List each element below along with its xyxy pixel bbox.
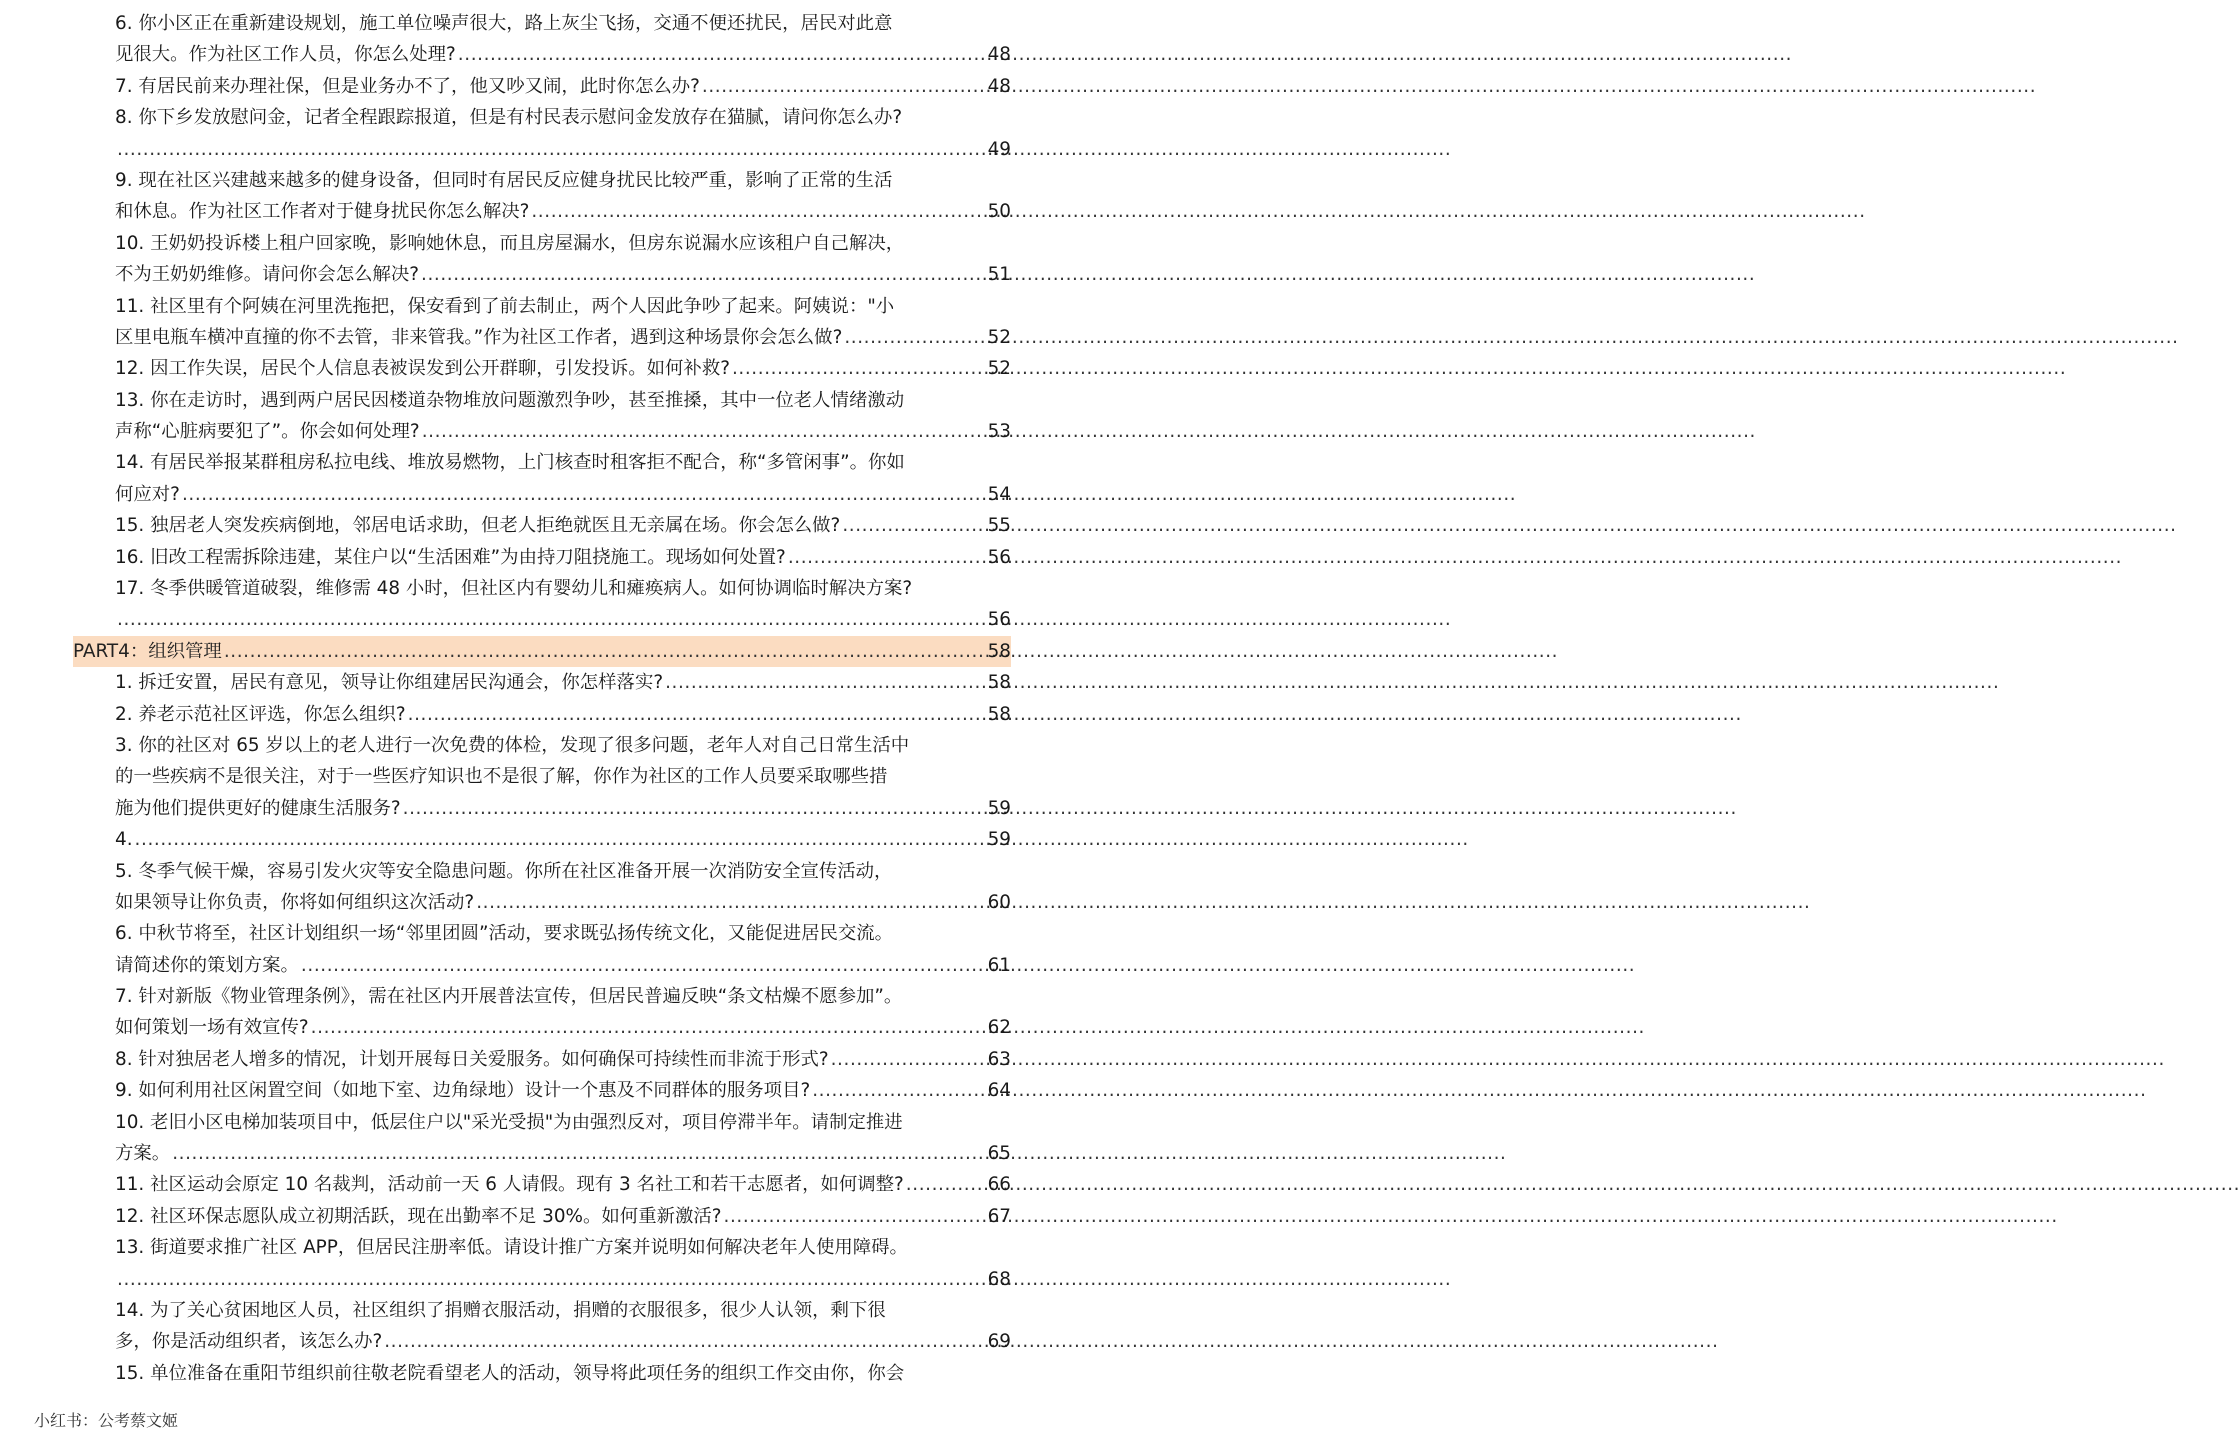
toc-entry-text: 11. 社区运动会原定 10 名裁判，活动前一天 6 人请假。现有 3 名社工和若干志愿者，如何调整? xyxy=(115,1174,904,1196)
dot-leader xyxy=(474,887,987,918)
toc-line xyxy=(115,1326,1011,1357)
toc-line xyxy=(115,39,1011,70)
toc-entry[interactable] xyxy=(115,824,1011,855)
toc-line xyxy=(115,71,1011,102)
toc-entry[interactable] xyxy=(115,8,1011,71)
toc-line: 7. 针对新版《物业管理条例》，需在社区内开展普法宣传，但居民普遍反映“条文枯燥不愿参加”。 xyxy=(115,986,903,1008)
toc-page-number: 66 xyxy=(987,1174,1011,1196)
toc-line xyxy=(115,196,1011,227)
toc-page-number: 65 xyxy=(987,1143,1011,1165)
toc-page-number: 67 xyxy=(987,1205,1011,1227)
toc-page-number: 48 xyxy=(987,75,1011,97)
dot-leader xyxy=(840,510,987,541)
dot-leader xyxy=(420,416,988,447)
toc-entry-text: 如何策划一场有效宣传? xyxy=(115,1017,309,1039)
toc-entry[interactable] xyxy=(115,510,1011,541)
toc-entry-text: PART4：组织管理 xyxy=(73,640,222,662)
toc-line xyxy=(115,134,1011,165)
toc-entry-text: 多，你是活动组织者，该怎么办? xyxy=(115,1331,383,1353)
toc-entry-text: 区里电瓶车横冲直撞的你不去管，非来管我。”作为社区工作者，遇到这种场景你会怎么做? xyxy=(115,326,843,348)
toc-line xyxy=(115,542,1011,573)
toc-page-number: 49 xyxy=(987,138,1011,160)
toc-line xyxy=(115,259,1011,290)
toc-line xyxy=(115,1201,1011,1232)
toc-line: 9. 现在社区兴建越来越多的健身设备，但同时有居民反应健身扰民比较严重，影响了正常的生活 xyxy=(115,169,893,191)
dot-leader xyxy=(529,196,987,227)
toc-line: 11. 社区里有个阿姨在河里洗拖把，保安看到了前去制止，两个人因此争吵了起来。阿姨说："小 xyxy=(115,295,895,317)
dot-leader xyxy=(722,1201,988,1232)
toc-line xyxy=(115,793,1011,824)
toc-line xyxy=(115,1169,1011,1200)
toc-line xyxy=(115,1138,1011,1169)
toc-entry[interactable] xyxy=(115,1358,1011,1389)
toc-page-number: 69 xyxy=(987,1331,1011,1353)
toc-page-number: 59 xyxy=(987,829,1011,851)
toc-page-number: 58 xyxy=(987,672,1011,694)
toc-page-number: 58 xyxy=(987,703,1011,725)
dot-leader xyxy=(115,1264,988,1295)
toc-entry-text: 如果领导让你负责，你将如何组织这次活动? xyxy=(115,891,475,913)
dot-leader xyxy=(180,479,988,510)
toc-page-number: 58 xyxy=(987,640,1011,662)
toc-line: 6. 中秋节将至，社区计划组织一场“邻里团圆”活动，要求既弘扬传统文化，又能促进居民交流。 xyxy=(115,923,894,945)
toc-line: 10. 老旧小区电梯加装项目中，低层住户以"采光受损"为由强烈反对，项目停滞半年。请制定推进 xyxy=(115,1111,903,1133)
toc-entry-text: 声称“心脏病要犯了”。你会如何处理? xyxy=(115,421,420,443)
toc-line xyxy=(115,604,1011,635)
toc-entry[interactable] xyxy=(115,102,1011,165)
dot-leader xyxy=(456,39,988,70)
dot-leader xyxy=(401,793,988,824)
toc-page-number: 52 xyxy=(987,326,1011,348)
toc-page-number: 55 xyxy=(987,515,1011,537)
dot-leader xyxy=(382,1326,987,1357)
toc-entry[interactable] xyxy=(115,856,1011,919)
toc-line xyxy=(115,667,1011,698)
toc-entry[interactable] xyxy=(115,71,1011,102)
toc-entry-text: 4. xyxy=(115,829,133,851)
toc-entry-text: 1. 拆迁安置，居民有意见，领导让你组建居民沟通会，你怎样落实? xyxy=(115,672,664,694)
toc-page-number: 64 xyxy=(987,1080,1011,1102)
toc-page-number: 52 xyxy=(987,358,1011,380)
toc-entry-text: 请简述你的策划方案。 xyxy=(115,954,299,976)
dot-leader xyxy=(115,134,988,165)
toc-page-number: 53 xyxy=(987,421,1011,443)
toc-section-heading[interactable] xyxy=(73,636,1011,667)
toc-entry[interactable] xyxy=(115,1075,1011,1106)
toc-page-number: 62 xyxy=(987,1017,1011,1039)
toc-line: 14. 有居民举报某群租房私拉电线、堆放易燃物，上门核查时租客拒不配合，称“多管闲事”。你如 xyxy=(115,452,905,474)
toc-entry[interactable] xyxy=(115,353,1011,384)
toc-line xyxy=(115,1013,1011,1044)
toc-line xyxy=(115,322,1011,353)
toc-entry[interactable] xyxy=(115,667,1011,698)
toc-line: 的一些疾病不是很关注，对于一些医疗知识也不是很了解，你作为社区的工作人员要采取哪些措 xyxy=(115,766,888,788)
toc-line xyxy=(115,887,1011,918)
toc-entry-text: 12. 社区环保志愿队成立初期活跃，现在出勤率不足 30%。如何重新激活? xyxy=(115,1205,722,1227)
toc-entry[interactable] xyxy=(115,385,1011,448)
table-of-contents xyxy=(73,8,1011,1389)
toc-page-number: 60 xyxy=(987,891,1011,913)
toc-line: 3. 你的社区对 65 岁以上的老人进行一次免费的体检，发现了很多问题，老年人对自己日常生活中 xyxy=(115,734,910,756)
toc-entry[interactable] xyxy=(115,1201,1011,1232)
toc-line: 8. 你下乡发放慰问金，记者全程跟踪报道，但是有村民表示慰问金发放存在猫腻，请问你怎么办? xyxy=(115,107,903,129)
dot-leader xyxy=(810,1075,987,1106)
toc-line xyxy=(115,950,1011,981)
toc-entry[interactable] xyxy=(115,699,1011,730)
toc-line xyxy=(73,636,1011,667)
toc-entry-text: 9. 如何利用社区闲置空间（如地下室、边角绿地）设计一个惠及不同群体的服务项目? xyxy=(115,1080,811,1102)
toc-entry-text: 何应对? xyxy=(115,483,180,505)
toc-line xyxy=(115,416,1011,447)
toc-line: 17. 冬季供暖管道破裂，维修需 48 小时，但社区内有婴幼儿和瘫痪病人。如何协调临时解决方案? xyxy=(115,578,913,600)
toc-page-number: 63 xyxy=(987,1048,1011,1070)
dot-leader xyxy=(786,542,988,573)
toc-page-number: 51 xyxy=(987,264,1011,286)
toc-line xyxy=(115,1044,1011,1075)
toc-line xyxy=(115,824,1011,855)
toc-entry-text: 15. 独居老人突发疾病倒地，邻居电话求助，但老人拒绝就医且无亲属在场。你会怎么做? xyxy=(115,515,841,537)
dot-leader xyxy=(904,1169,988,1200)
toc-entry-text: 2. 养老示范社区评选，你怎么组织? xyxy=(115,703,406,725)
toc-line xyxy=(115,479,1011,510)
toc-page-number: 48 xyxy=(987,44,1011,66)
toc-entry[interactable] xyxy=(115,542,1011,573)
toc-entry[interactable] xyxy=(115,918,1011,981)
toc-entry[interactable] xyxy=(115,1232,1011,1295)
dot-leader xyxy=(829,1044,988,1075)
dot-leader xyxy=(730,353,988,384)
toc-entry-text: 方案。 xyxy=(115,1143,171,1165)
toc-line: 10. 王奶奶投诉楼上租户回家晚，影响她休息，而且房屋漏水，但房东说漏水应该租户自己解决， xyxy=(115,232,905,254)
toc-entry[interactable] xyxy=(115,981,1011,1044)
toc-line xyxy=(115,510,1011,541)
dot-leader xyxy=(309,1012,988,1043)
toc-page-number: 56 xyxy=(987,609,1011,631)
toc-entry[interactable] xyxy=(115,730,1011,824)
toc-page-number: 54 xyxy=(987,483,1011,505)
toc-entry-text: 8. 针对独居老人增多的情况，计划开展每日关爱服务。如何确保可持续性而非流于形式? xyxy=(115,1048,829,1070)
toc-line xyxy=(115,353,1011,384)
toc-entry-text: 不为王奶奶维修。请问你会怎么解决? xyxy=(115,264,420,286)
toc-entry-text: 12. 因工作失误，居民个人信息表被误发到公开群聊，引发投诉。如何补救? xyxy=(115,358,730,380)
dot-leader xyxy=(299,950,988,981)
dot-leader xyxy=(222,636,988,667)
toc-line: 5. 冬季气候干燥，容易引发火灾等安全隐患问题。你所在社区准备开展一次消防安全宣传活动， xyxy=(115,860,893,882)
toc-entry[interactable] xyxy=(115,1295,1011,1358)
toc-entry[interactable] xyxy=(115,1044,1011,1075)
toc-page-number: 59 xyxy=(987,797,1011,819)
dot-leader xyxy=(170,1138,987,1169)
footer-watermark: 小红书：公考蔡文姬 xyxy=(34,1411,179,1430)
toc-entry-text: 16. 旧改工程需拆除违建，某住户以“生活困难”为由持刀阻挠施工。现场如何处置? xyxy=(115,546,786,568)
toc-page-number: 61 xyxy=(987,954,1011,976)
toc-line: 13. 街道要求推广社区 APP，但居民注册率低。请设计推广方案并说明如何解决老年人使用障碍。 xyxy=(115,1237,908,1259)
toc-entry[interactable] xyxy=(115,447,1011,510)
toc-entry-text: 见很大。作为社区工作人员，你怎么处理? xyxy=(115,44,456,66)
toc-entry[interactable] xyxy=(115,165,1011,228)
dot-leader xyxy=(663,667,988,698)
toc-entry[interactable] xyxy=(115,228,1011,291)
toc-line: 6. 你小区正在重新建设规划，施工单位噪声很大，路上灰尘飞扬，交通不便还扰民，居民对此意 xyxy=(115,13,893,34)
dot-leader xyxy=(115,604,988,635)
toc-page-number: 50 xyxy=(987,201,1011,223)
toc-page-number: 68 xyxy=(987,1268,1011,1290)
toc-line xyxy=(115,699,1011,730)
toc-line: 14. 为了关心贫困地区人员，社区组织了捐赠衣服活动，捐赠的衣服很多，很少人认领，剩下很 xyxy=(115,1300,886,1322)
toc-entry[interactable] xyxy=(115,573,1011,636)
toc-entry[interactable] xyxy=(115,1169,1011,1200)
toc-page-number: 56 xyxy=(987,546,1011,568)
toc-entry[interactable] xyxy=(115,291,1011,354)
toc-line xyxy=(115,1075,1011,1106)
toc-line: 15. 单位准备在重阳节组织前往敬老院看望老人的活动，领导将此项任务的组织工作交由你，你会 xyxy=(115,1362,905,1384)
dot-leader xyxy=(842,322,987,353)
dot-leader xyxy=(419,259,988,290)
toc-line: 13. 你在走访时，遇到两户居民因楼道杂物堆放问题激烈争吵，甚至推搡，其中一位老人情绪激动 xyxy=(115,389,905,411)
toc-entry-text: 施为他们提供更好的健康生活服务? xyxy=(115,797,401,819)
dot-leader xyxy=(406,699,988,730)
toc-line xyxy=(115,1264,1011,1295)
toc-entry-text: 7. 有居民前来办理社保，但是业务办不了，他又吵又闹，此时你怎么办? xyxy=(115,75,700,97)
toc-entry[interactable] xyxy=(115,1107,1011,1170)
dot-leader xyxy=(700,71,988,102)
toc-entry-text: 和休息。作为社区工作者对于健身扰民你怎么解决? xyxy=(115,201,530,223)
dot-leader xyxy=(133,824,988,855)
